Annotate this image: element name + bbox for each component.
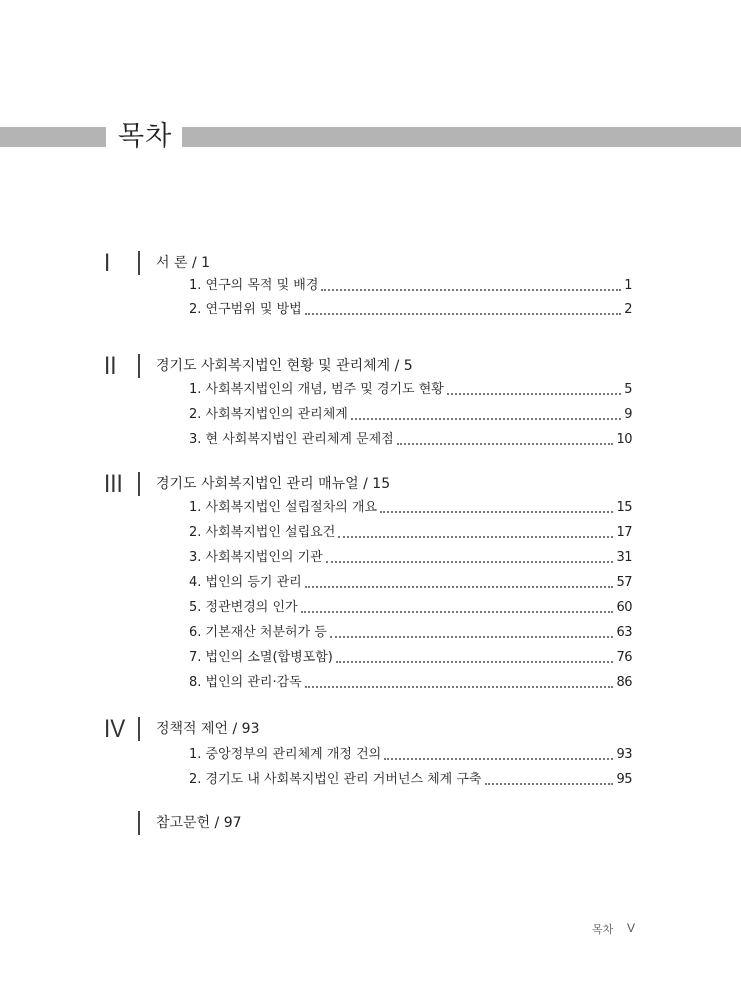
toc-entry-page: 76 [616, 650, 632, 665]
toc-entry[interactable] [189, 405, 632, 425]
footer-section-label: 목차 [592, 923, 614, 936]
toc-entry-page: 15 [616, 500, 632, 515]
toc-entry[interactable] [189, 548, 632, 568]
footer-page-number: V [627, 921, 636, 935]
toc-entry[interactable] [189, 598, 632, 618]
toc-entry-page: 86 [616, 675, 632, 690]
toc-entry-page: 9 [624, 407, 632, 422]
dot-leader [330, 636, 614, 638]
toc-entry-page: 95 [616, 772, 632, 787]
toc-entry-label: 2. 연구범위 및 방법 [189, 302, 302, 317]
toc-entry-label: 3. 현 사회복지법인 관리체계 문제점 [189, 432, 394, 447]
toc-entry-page: 31 [616, 550, 632, 565]
dot-leader [397, 443, 614, 445]
toc-entry-label: 7. 법인의 소멸(합병포함) [189, 650, 333, 665]
toc-entry-label: 3. 사회복지법인의 기관 [189, 550, 323, 565]
dot-leader [485, 783, 614, 785]
chapter-title[interactable]: 경기도 사회복지법인 현황 및 관리체계 / 5 [156, 358, 413, 374]
page-title: 목차 [118, 121, 173, 152]
chapter-roman-numeral: III [104, 470, 123, 498]
toc-entry-label: 2. 사회복지법인의 관리체계 [189, 407, 348, 422]
dot-leader [447, 393, 621, 395]
toc-entry-label: 6. 기본재산 처분허가 등 [189, 625, 327, 640]
toc-entry[interactable] [189, 573, 632, 593]
toc-entry-label: 1. 사회복지법인의 개념, 범주 및 경기도 현황 [189, 382, 444, 397]
toc-entry-page: 63 [616, 625, 632, 640]
dot-leader [338, 536, 613, 538]
dot-leader [336, 661, 614, 663]
toc-entry-page: 93 [616, 747, 632, 762]
dot-leader [305, 313, 622, 315]
toc-entry-label: 2. 경기도 내 사회복지법인 관리 거버넌스 체계 구축 [189, 772, 482, 787]
chapter-title[interactable]: 정책적 제언 / 93 [156, 721, 260, 737]
toc-entry[interactable] [189, 648, 632, 668]
chapter-roman-numeral: IV [104, 715, 126, 743]
toc-entry[interactable] [189, 300, 632, 320]
toc-entry-page: 5 [624, 382, 632, 397]
toc-entry-label: 5. 정관변경의 인가 [189, 600, 298, 615]
chapter-title[interactable]: 서 론 / 1 [156, 255, 211, 271]
toc-entry[interactable] [189, 523, 632, 543]
toc-entry-page: 10 [616, 432, 632, 447]
toc-entry-label: 8. 법인의 관리·감독 [189, 675, 302, 690]
chapter-divider [138, 811, 140, 835]
toc-entry-page: 2 [624, 302, 632, 317]
dot-leader [321, 289, 621, 291]
chapter-divider [138, 251, 140, 275]
toc-entry[interactable] [189, 430, 632, 450]
toc-entry-label: 4. 법인의 등기 관리 [189, 575, 302, 590]
toc-entry-page: 57 [616, 575, 632, 590]
toc-entry-label: 1. 중앙정부의 관리체계 개정 건의 [189, 747, 382, 762]
toc-entry[interactable] [189, 770, 632, 790]
chapter-title[interactable]: 경기도 사회복지법인 관리 매뉴얼 / 15 [156, 476, 391, 492]
dot-leader [351, 418, 621, 420]
dot-leader [384, 758, 613, 760]
toc-entry[interactable] [189, 673, 632, 693]
toc-entry[interactable] [189, 380, 632, 400]
toc-entry-page: 1 [624, 278, 632, 293]
chapter-roman-numeral: I [104, 249, 111, 277]
toc-entry[interactable] [189, 276, 632, 296]
toc-entry-page: 60 [616, 600, 632, 615]
toc-entry[interactable] [189, 745, 632, 765]
dot-leader [380, 511, 613, 513]
dot-leader [326, 561, 614, 563]
toc-entry-label: 1. 연구의 목적 및 배경 [189, 278, 319, 293]
dot-leader [305, 686, 614, 688]
toc-entry-label: 2. 사회복지법인 설립요건 [189, 525, 336, 540]
chapter-divider [138, 717, 140, 741]
toc-entry-page: 17 [616, 525, 632, 540]
chapter-title[interactable]: 참고문헌 / 97 [156, 815, 242, 831]
toc-entry[interactable] [189, 498, 632, 518]
dot-leader [305, 586, 614, 588]
toc-entry-label: 1. 사회복지법인 설립절차의 개요 [189, 500, 378, 515]
dot-leader [301, 611, 614, 613]
chapter-divider [138, 472, 140, 496]
chapter-roman-numeral: II [104, 352, 117, 380]
toc-entry[interactable] [189, 623, 632, 643]
chapter-divider [138, 354, 140, 378]
